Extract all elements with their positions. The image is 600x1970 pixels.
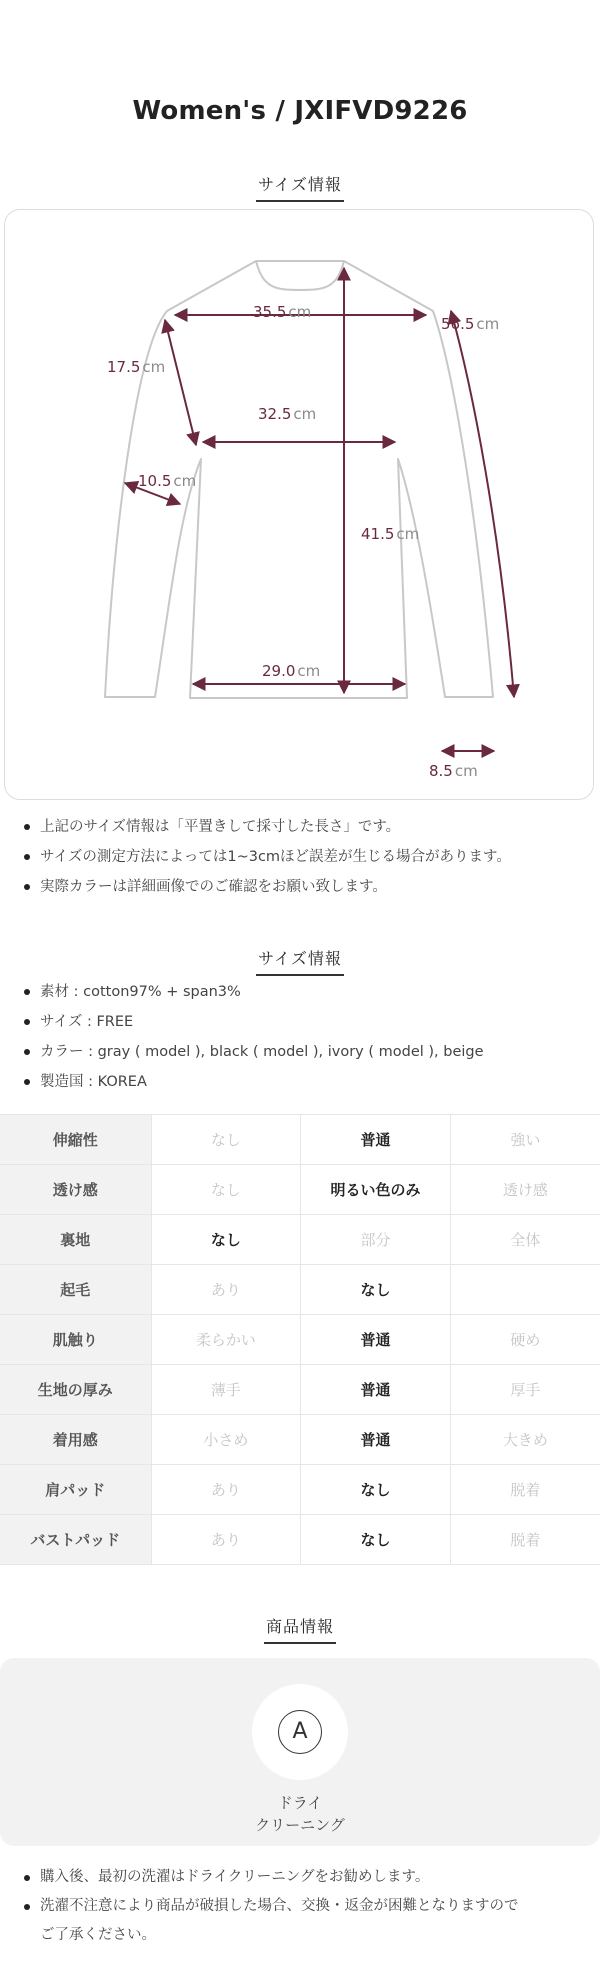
attribute-option: 明るい色のみ	[301, 1165, 451, 1215]
attribute-option: あり	[151, 1465, 301, 1515]
attribute-option: なし	[301, 1265, 451, 1315]
list-item: 購入後、最初の洗濯はドライクリーニングをお勧めします。	[18, 1863, 588, 1892]
attribute-option: なし	[151, 1215, 301, 1265]
bicep-measurement: 10.5 cm	[138, 472, 197, 490]
attribute-option: 強い	[450, 1115, 600, 1165]
attribute-option: なし	[301, 1515, 451, 1565]
attribute-option: 脱着	[450, 1515, 600, 1565]
list-item: 洗濯不注意により商品が破損した場合、交換・返金が困難となりますので	[18, 1892, 588, 1921]
chest-measurement: 35.5 cm	[253, 303, 312, 321]
table-row	[0, 1515, 600, 1565]
attribute-option: 柔らかい	[151, 1315, 301, 1365]
garment-neckline	[256, 261, 344, 290]
care-label: ドライ クリーニング	[255, 1794, 345, 1834]
table-row	[0, 1465, 600, 1515]
attribute-label: 生地の厚み	[0, 1365, 151, 1415]
product-title: Women's / JXIFVD9226	[132, 96, 468, 126]
attribute-label: 着用感	[0, 1415, 151, 1465]
spec-list	[18, 977, 588, 1097]
attribute-label: 肌触り	[0, 1315, 151, 1365]
attribute-label: 起毛	[0, 1265, 151, 1315]
sleeve-measurement: 56.5 cm	[441, 315, 500, 333]
armhole-measurement: 17.5 cm	[107, 358, 166, 376]
size-diagram	[4, 209, 594, 800]
table-row	[0, 1215, 600, 1265]
hem-measurement: 29.0 cm	[262, 662, 321, 680]
table-row	[0, 1265, 600, 1315]
sleeve-line	[451, 311, 514, 697]
list-item: 実際カラーは詳細画像でのご確認をお願い致します。	[18, 872, 588, 902]
attribute-option: 小さめ	[151, 1415, 301, 1465]
list-item-continued: ご了承ください。	[40, 1927, 156, 1943]
table-row	[0, 1165, 600, 1215]
spec-info-heading: サイズ情報	[0, 946, 600, 976]
list-item: サイズの測定方法によっては1~3cmほど誤差が生じる場合があります。	[18, 842, 588, 872]
attribute-option	[450, 1265, 600, 1315]
table-row	[0, 1365, 600, 1415]
list-item: 製造国 : KOREA	[18, 1067, 588, 1097]
list-item: 素材 : cotton97% + span3%	[18, 977, 588, 1007]
size-notes-list	[18, 812, 588, 902]
fabric-attributes-table	[0, 1114, 600, 1565]
attribute-option: 脱着	[450, 1465, 600, 1515]
attribute-option: 普通	[301, 1415, 451, 1465]
attribute-option: 普通	[301, 1365, 451, 1415]
list-item: 上記のサイズ情報は「平置きして採寸した長さ」です。	[18, 812, 588, 842]
product-info-heading: 商品情報	[0, 1614, 600, 1644]
attribute-option: 厚手	[450, 1365, 600, 1415]
attribute-option: あり	[151, 1265, 301, 1315]
attribute-option: 全体	[450, 1215, 600, 1265]
dry-clean-icon	[252, 1684, 348, 1780]
attribute-label: 肩パッド	[0, 1465, 151, 1515]
attribute-option: 薄手	[151, 1365, 301, 1415]
attribute-label: 伸縮性	[0, 1115, 151, 1165]
attribute-option: 普通	[301, 1315, 451, 1365]
table-row	[0, 1415, 600, 1465]
waist-measurement: 32.5 cm	[258, 405, 317, 423]
list-item: サイズ : FREE	[18, 1007, 588, 1037]
care-notes-list	[18, 1863, 588, 1950]
attribute-option: なし	[301, 1465, 451, 1515]
attribute-option: 硬め	[450, 1315, 600, 1365]
attribute-option: 大きめ	[450, 1415, 600, 1465]
size-info-heading: サイズ情報	[0, 172, 600, 202]
care-instructions-panel	[0, 1658, 600, 1846]
cuff-measurement: 8.5 cm	[429, 762, 478, 780]
attribute-option: 透け感	[450, 1165, 600, 1215]
table-row	[0, 1115, 600, 1165]
table-row	[0, 1315, 600, 1365]
garment-outline-drawing	[5, 210, 595, 801]
care-symbol: A	[278, 1710, 322, 1754]
armhole-line	[165, 320, 196, 445]
attribute-option: あり	[151, 1515, 301, 1565]
attribute-label: バストパッド	[0, 1515, 151, 1565]
list-item: カラー : gray ( model ), black ( model ), ivory ( model ), beige	[18, 1037, 588, 1067]
attribute-label: 裏地	[0, 1215, 151, 1265]
length-measurement: 41.5 cm	[361, 525, 420, 543]
attribute-label: 透け感	[0, 1165, 151, 1215]
attribute-option: 普通	[301, 1115, 451, 1165]
attribute-option: なし	[151, 1115, 301, 1165]
attribute-option: なし	[151, 1165, 301, 1215]
attribute-option: 部分	[301, 1215, 451, 1265]
